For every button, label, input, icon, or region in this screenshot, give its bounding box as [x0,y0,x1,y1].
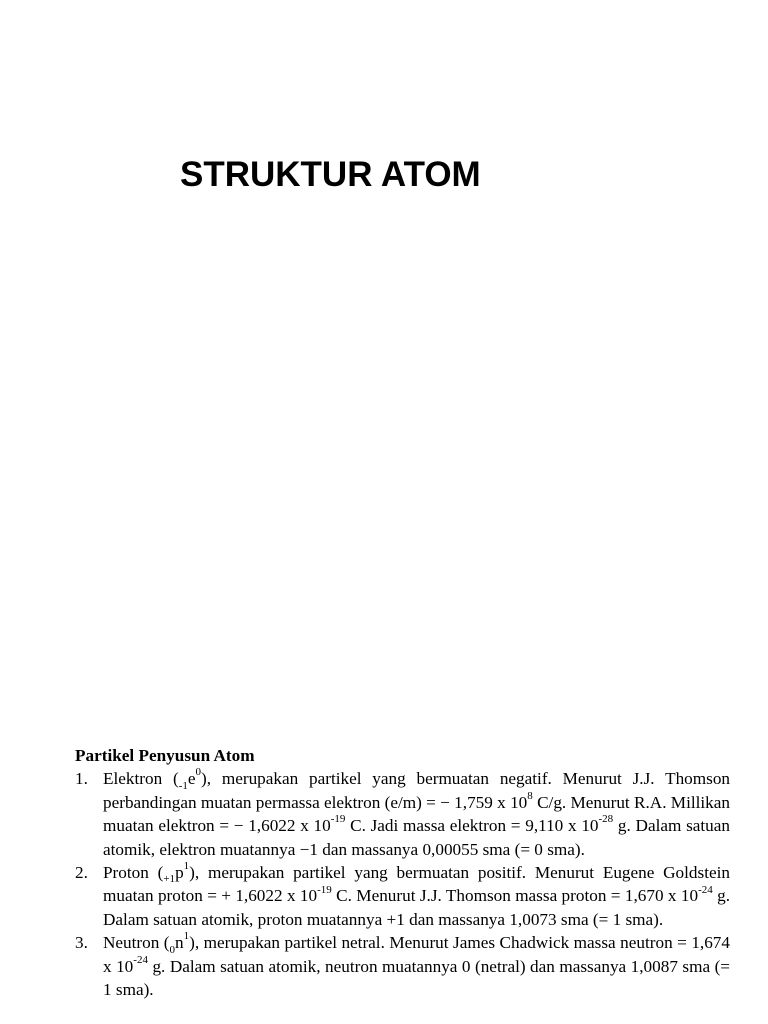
exponent: -19 [317,883,332,896]
text-segment: g. Dalam satuan atomik, proton muatannya +1 dan massanya 1,0073 sma (= 1 sma). [103,886,730,929]
particle-name: Proton [103,863,149,883]
page-title: STRUKTUR ATOM [180,155,481,194]
exponent: -28 [598,813,614,826]
exponent: -24 [133,953,148,966]
text-segment: C. Menurut J.J. Thomson massa proton = 1,670 x 10 [331,886,699,906]
list-item-electron: 1. Elektron $(_{-1}e^0)$, merupakan partikel yang bermuatan negatif. Menurut J.J. Thomson perbandingan muatan permassa elektron (e/m) = − 1,759 x $10^8$ C/g. Menurut R.A. Millikan muatan elektron = − 1,6022 x $10^{-19}$ C. Jadi massa elektron = 9,110 x $10^{-28}$ g. Dalam satuan atomik, elektron muatannya −1 dan massanya 0,00055 sma (= 0 sma). [75,766,731,859]
particle-section [75,744,730,1001]
particle-name: Neutron [103,933,160,953]
symbol-letter: n [175,933,184,953]
text-segment: C. Jadi massa elektron = 9,110 x 10 [345,816,599,836]
symbol-superscript: 0 [195,766,202,779]
text-segment: g. Dalam satuan atomik, neutron muatannya 0 (netral) dan massanya 1,0087 sma (= 1 sma). [103,956,731,1000]
list-item-proton: 2. Proton $(_{+1}p^1)$, merupakan partikel yang bermuatan positif. Menurut Eugene Goldstein muatan proton = + 1,6022 x $10^{-19}$ C. Menurut J.J. Thomson massa proton = 1,670 x $10^{-24}$ g. Dalam satuan atomik, proton muatannya +1 dan massanya 1,0073 sma (= 1 sma). [75,860,730,929]
symbol-letter: p [175,863,184,883]
particle-name: Elektron [103,769,163,789]
list-number: 1. [75,769,88,789]
list-number: 3. [75,933,88,953]
exponent: -19 [330,813,346,826]
text-segment: C/g. Menurut R.A. Millikan muatan elektron = − 1,6022 x 10 [103,792,731,836]
exponent: -24 [698,883,713,896]
list-item-neutron: 3. Neutron $(_0n^1)$, merupakan partikel netral. Menurut James Chadwick massa neutron = 1,674 x $10^{-24}$ g. Dalam satuan atomik, neutron muatannya 0 (netral) dan massanya 1,0087 sma (= 1 sma). [75,930,731,1000]
text-segment: , merupakan partikel yang bermuatan negatif. Menurut J.J. Thomson perbandingan muatan permassa elektron (e/m) = − 1,759 x 10 [103,769,731,812]
text-segment: , merupakan partikel netral. Menurut James Chadwick massa neutron = 1,674 x 10 [103,933,730,976]
section-heading: Partikel Penyusun Atom [75,746,255,765]
symbol-subscript: +1 [163,873,176,886]
exponent: 8 [527,789,533,802]
symbol-subscript: -1 [178,779,188,792]
text-segment: g. Dalam satuan atomik, elektron muatannya −1 dan massanya 0,00055 sma (= 0 sma). [103,816,730,859]
particle-list [75,767,730,1001]
text-segment: , merupakan partikel yang bermuatan positif. Menurut Eugene Goldstein muatan proton = + 1,6022 x 10 [103,863,730,906]
symbol-superscript: 1 [183,930,190,943]
symbol-subscript: 0 [169,943,176,956]
symbol-superscript: 1 [183,860,190,873]
symbol-letter: e [187,769,196,789]
list-number: 2. [75,863,88,883]
